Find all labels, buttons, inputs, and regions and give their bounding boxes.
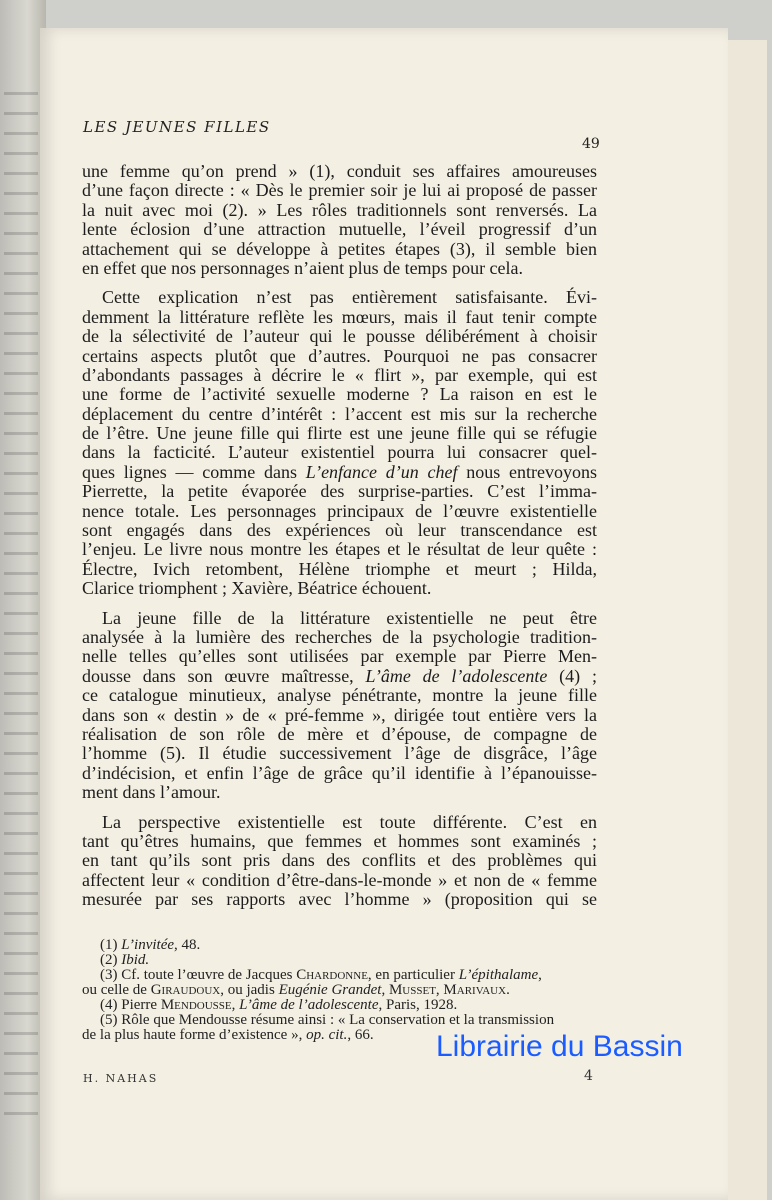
text-line (82, 579, 597, 598)
text-line (82, 744, 597, 763)
text-line (82, 463, 597, 482)
text-line (82, 521, 597, 540)
italic-title: L’enfance d’un chef (305, 461, 458, 482)
text-run: de la plus haute forme d’existence », (82, 1027, 307, 1043)
text-run: Chardonne (296, 967, 368, 983)
italic-title: L’âme de l’adolescente (365, 665, 548, 686)
text-line (82, 609, 597, 628)
text-line (82, 308, 597, 327)
text-run: (3) Cf. toute l’œuvre de Jacques (100, 967, 297, 983)
text-line (82, 424, 597, 443)
text-run: lente éclosion d’une attraction mutuelle, l’éveil progressif d’un (82, 219, 597, 240)
text-run: Clarice triomphent ; Xavière, Béatrice échouent. (82, 578, 432, 599)
text-run: nence totale. Les personnages principaux de l’œuvre existentielle (82, 500, 597, 521)
text-run: mesurée par ses rapports avec l’homme » (proposition qui se (82, 889, 597, 910)
text-line (82, 181, 597, 200)
text-line (82, 832, 597, 851)
text-run: (2) (100, 952, 122, 968)
text-run: l’enjeu. Le livre nous montre les étapes et le résultat de leur quête : (82, 539, 597, 560)
text-run: , (381, 982, 389, 998)
text-line (82, 813, 597, 832)
text-run: , (538, 967, 542, 983)
italic-title: Ibid. (121, 952, 150, 968)
text-run: une forme de l’activité sexuelle moderne ? La raison en est le (82, 384, 597, 405)
text-run: , 48. (174, 937, 201, 953)
italic-title: L’âme de l’adolescente (239, 997, 379, 1013)
text-run: (5) Rôle que Mendousse résume ainsi : « La conservation et la transmission (100, 1012, 555, 1028)
page-number: 49 (582, 136, 600, 152)
text-run: sont engagés dans des expériences où leur transcendance est (82, 520, 597, 541)
text-line (82, 560, 597, 579)
text-run: ment dans l’amour. (82, 782, 221, 803)
text-line (82, 220, 597, 239)
text-run: (1) (100, 937, 122, 953)
text-run: certains aspects plutôt que d’autres. Pourquoi ne pas consacrer (82, 345, 597, 366)
text-run: de l’être. Une jeune fille qui flirte est une jeune fille qui se réfugie (82, 423, 597, 444)
italic-title: L’épithalame (458, 967, 539, 983)
text-line (82, 628, 597, 647)
footnote-line (82, 938, 602, 953)
text-line (82, 240, 597, 259)
body-text (82, 162, 597, 909)
text-run: en tant qu’ils sont pris dans des conflits et des problèmes qui (82, 850, 597, 871)
italic-title: op. cit. (306, 1027, 348, 1043)
text-line (82, 540, 597, 559)
text-line (82, 162, 597, 181)
text-run: Musset (388, 982, 436, 998)
footnote-line (82, 998, 602, 1013)
text-run: ou celle de (82, 982, 151, 998)
text-run: analysée à la lumière des recherches de la psychologie tradition- (82, 626, 597, 647)
text-run: Pierrette, la petite évaporée des surprise-parties. C’est l’imma- (82, 481, 597, 502)
text-line (82, 890, 597, 909)
text-run: affectent leur « condition d’être-dans-le-monde » et non de « femme (82, 869, 597, 890)
text-run: , en particulier (367, 967, 459, 983)
text-run: en effet que nos personnages n’aient plus de temps pour cela. (82, 257, 524, 278)
text-line (82, 482, 597, 501)
text-line (82, 764, 597, 783)
text-run: . (506, 982, 510, 998)
text-line (82, 259, 597, 278)
text-line (82, 783, 597, 802)
text-run: demment la littérature reflète les mœurs, mais il faut tenir compte (82, 306, 597, 327)
text-run: , 66. (347, 1027, 374, 1043)
text-run: déplacement du centre d’intérêt : l’accent est mis sur la recherche (82, 403, 597, 424)
footnote-line (82, 953, 602, 968)
italic-title: L’invitée (121, 937, 175, 953)
text-run: , (231, 997, 240, 1013)
text-run: Électre, Ivich retombent, Hélène triomphe et meurt ; Hilda, (82, 558, 597, 579)
text-line (82, 686, 597, 705)
text-line (82, 327, 597, 346)
text-run: , (435, 982, 444, 998)
text-run: réalisation de son rôle de mère et d’épouse, de compagne de (82, 723, 597, 744)
text-line (82, 871, 597, 890)
footnote-line (82, 1013, 602, 1028)
text-run: , Paris, 1928. (378, 997, 458, 1013)
footnote-line (82, 983, 602, 998)
text-run: d’abondants passages à décrire le « flirt », par exemple, qui est (82, 364, 597, 385)
text-run: , ou jadis (220, 982, 279, 998)
text-run: l’homme (5). Il étudie successivement l’âge de disgrâce, l’âge (82, 743, 597, 764)
text-line (82, 443, 597, 462)
text-run: (4) Pierre (100, 997, 161, 1013)
text-run: dans son « destin » de « pré-femme », dirigée tout entière vers la (82, 704, 597, 725)
text-run: d’indécision, et enfin l’âge de grâce qu’il identifie à l’épanouisse- (82, 762, 597, 783)
text-line (82, 347, 597, 366)
text-run: (4) ; (547, 665, 597, 686)
text-run: ques lignes — comme dans (82, 461, 306, 482)
text-run: La jeune fille de la littérature existentielle ne peut être (102, 607, 597, 628)
text-line (82, 385, 597, 404)
text-line (82, 725, 597, 744)
text-run: attachement qui se développe à petites étapes (3), il semble bien (82, 238, 597, 259)
text-run: ce catalogue minutieux, analyse pénétrante, montre la jeune fille (82, 685, 597, 706)
text-line (82, 851, 597, 870)
text-run: nelle telles qu’elles sont utilisées par exemple par Pierre Men- (82, 646, 597, 667)
running-title: LES JEUNES FILLES (83, 118, 271, 136)
facing-page-text-fragments (4, 80, 38, 1130)
signature-author: H. NAHAS (83, 1072, 159, 1085)
text-line (82, 706, 597, 725)
text-line (82, 502, 597, 521)
text-run: tant qu’êtres humains, que femmes et hommes sont examinés ; (82, 830, 597, 851)
text-line (82, 288, 597, 307)
signature-mark: 4 (584, 1068, 593, 1084)
text-run: une femme qu’on prend » (1), conduit ses affaires amoureuses (82, 161, 597, 181)
text-run: la nuit avec moi (2). » Les rôles traditionnels sont renversés. La (82, 199, 597, 220)
text-run: Cette explication n’est pas entièrement satisfaisante. Évi- (102, 287, 597, 308)
italic-title: Eugénie Grandet (278, 982, 382, 998)
text-run: dousse dans son œuvre maîtresse, (82, 665, 366, 686)
footnotes (82, 938, 602, 1043)
text-run: de la sélectivité de l’auteur qui le pousse délibérément à choisir (82, 326, 597, 347)
text-line (82, 201, 597, 220)
text-run: Marivaux (443, 982, 507, 998)
text-run: Giraudoux (150, 982, 221, 998)
text-run: La perspective existentielle est toute différente. C’est en (102, 811, 597, 832)
footnote-line (82, 968, 602, 983)
text-run: dans la facticité. L’auteur existentiel pourra lui consacrer quel- (82, 442, 597, 463)
text-line (82, 647, 597, 666)
watermark: Librairie du Bassin (436, 1030, 683, 1063)
text-run: d’une façon directe : « Dès le premier soir je lui ai proposé de passer (82, 180, 597, 201)
text-run: nous entrevoyons (457, 461, 598, 482)
text-line (82, 366, 597, 385)
text-line (82, 667, 597, 686)
text-run: Mendousse (160, 997, 232, 1013)
text-line (82, 405, 597, 424)
